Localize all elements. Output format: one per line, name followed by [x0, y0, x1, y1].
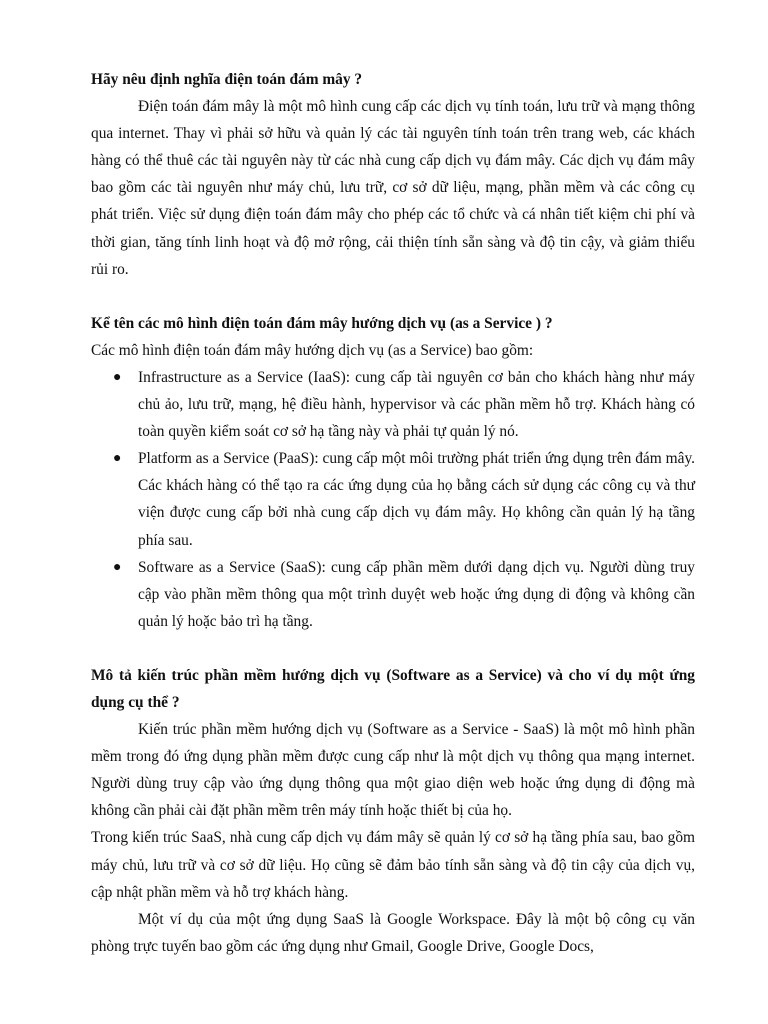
spacer — [91, 635, 695, 662]
service-models-intro: Các mô hình điện toán đám mây hướng dịch vụ (as a Service) bao gồm: — [91, 341, 534, 359]
saas-paragraph-1: Kiến trúc phần mềm hướng dịch vụ (Software as a Service - SaaS) là một mô hình phần mềm trong đó ứng dụng phần mềm được cung cấp như là một dịch vụ thông qua mạng internet. Người dùng truy cập vào ứng dụng thông qua một giao diện web hoặc ứng dụng di động mà không cần phải cài đặt phần mềm trên máy tính hoặc thiết bị của họ. — [91, 721, 695, 820]
list-item — [91, 364, 695, 445]
section-heading-definition: Hãy nêu định nghĩa điện toán đám mây ? — [91, 71, 363, 88]
bullet-icon: ● — [113, 369, 122, 385]
list-item — [91, 445, 695, 553]
section-heading-saas-architecture: Mô tả kiến trúc phần mềm hướng dịch vụ (Software as a Service) và cho ví dụ một ứng dụng cụ thể ? — [91, 666, 695, 711]
list-item-text: Software as a Service (SaaS): cung cấp phần mềm dưới dạng dịch vụ. Người dùng truy cập vào phần mềm thông qua một trình duyệt web hoặc ứng dụng di động và không cần quản lý hoặc bảo trì hạ tầng. — [138, 558, 695, 630]
bullet-icon: ● — [113, 559, 122, 575]
saas-paragraph-3: Một ví dụ của một ứng dụng SaaS là Google Workspace. Đây là một bộ công cụ văn phòng trực tuyến bao gồm các ứng dụng như Gmail, Google Drive, Google Docs, — [91, 910, 695, 955]
bullet-icon: ● — [113, 451, 122, 467]
definition-paragraph: Điện toán đám mây là một mô hình cung cấp các dịch vụ tính toán, lưu trữ và mạng thông qua internet. Thay vì phải sở hữu và quản lý các tài nguyên tính toán trên trang web, các khách hàng có thể thuê các tài nguyên này từ các nhà cung cấp dịch vụ đám mây. Các dịch vụ đám mây bao gồm các tài nguyên như máy chủ, lưu trữ, cơ sở dữ liệu, mạng, phần mềm và các công cụ phát triển. Việc sử dụng điện toán đám mây cho phép các tổ chức và cá nhân tiết kiệm chi phí và thời gian, tăng tính linh hoạt và độ mở rộng, cải thiện tính sẵn sàng và độ tin cậy, và giảm thiểu rủi ro. — [91, 98, 695, 278]
document-page — [91, 66, 695, 960]
saas-paragraph-2: Trong kiến trúc SaaS, nhà cung cấp dịch vụ đám mây sẽ quản lý cơ sở hạ tầng phía sau, bao gồm máy chủ, lưu trữ và cơ sở dữ liệu. Họ cũng sẽ đảm bảo tính sẵn sàng và độ tin cậy của dịch vụ, cập nhật phần mềm và hỗ trợ khách hàng. — [91, 829, 695, 901]
list-item — [91, 554, 695, 635]
list-item-text: Infrastructure as a Service (IaaS): cung cấp tài nguyên cơ bản cho khách hàng như máy chủ ảo, lưu trữ, mạng, hệ điều hành, hypervisor và các phần mềm hỗ trợ. Khách hàng có toàn quyền kiểm soát cơ sở hạ tầng này và phải tự quản lý nó. — [138, 368, 695, 441]
list-item-text: Platform as a Service (PaaS): cung cấp một môi trường phát triển ứng dụng trên đám mây. Các khách hàng có thể tạo ra các ứng dụng của họ bằng cách sử dụng các công cụ và thư viện được cung cấp bởi nhà cung cấp dịch vụ đám mây. Họ không cần quản lý hạ tầng phía sau. — [138, 450, 695, 549]
service-models-list — [91, 364, 695, 635]
spacer — [91, 283, 695, 310]
section-heading-service-models: Kể tên các mô hình điện toán đám mây hướng dịch vụ (as a Service ) ? — [91, 314, 553, 332]
